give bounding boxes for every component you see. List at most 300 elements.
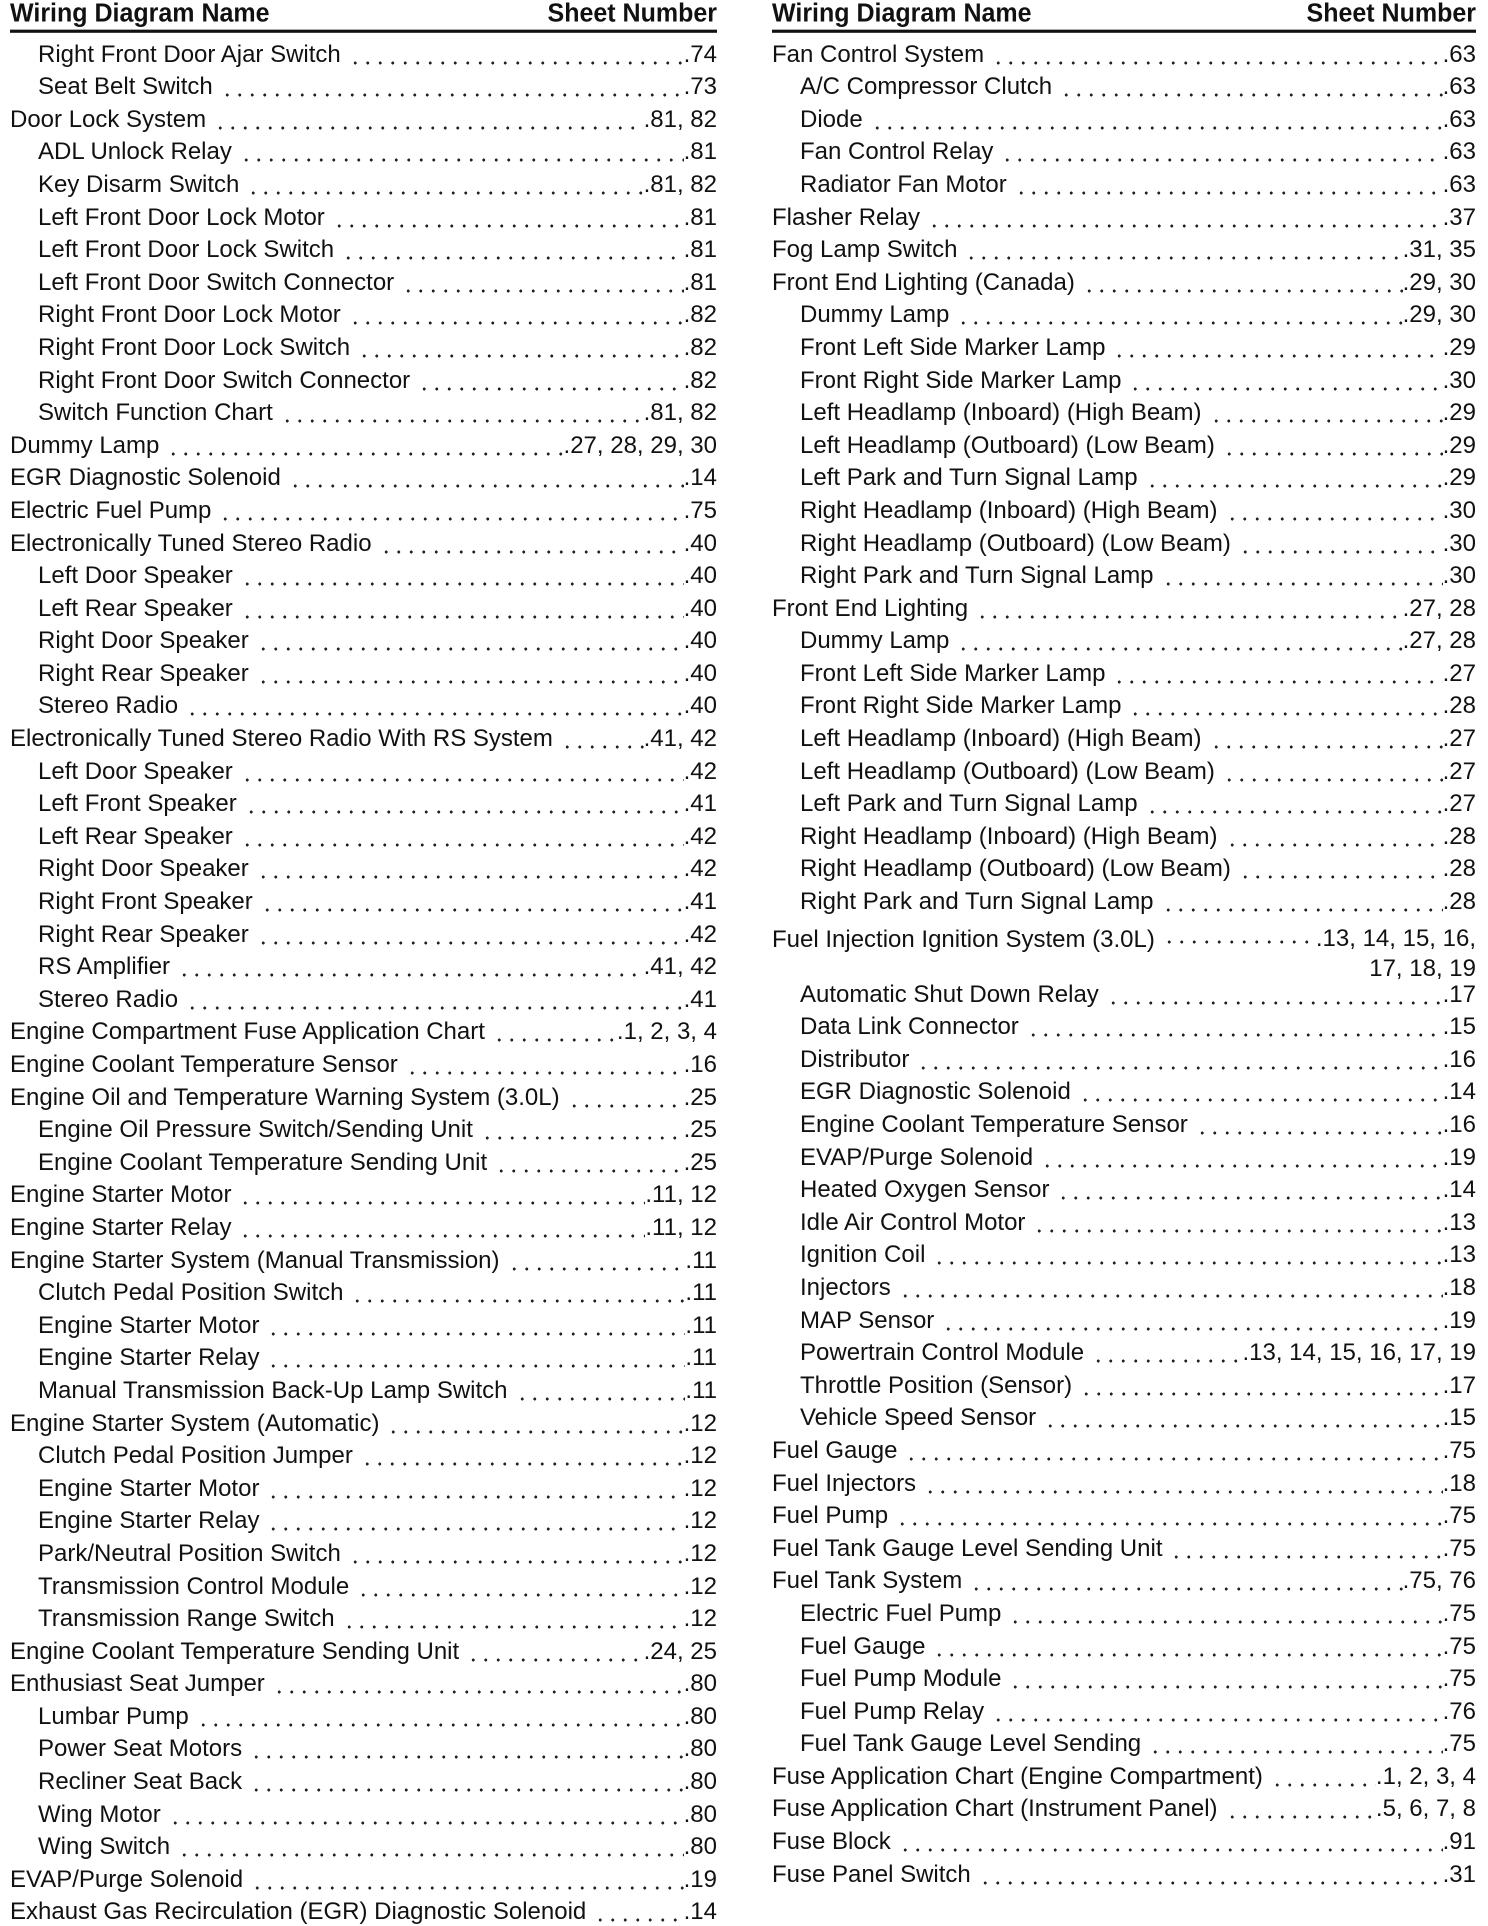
dot-leader xyxy=(186,694,684,716)
entry-name: Vehicle Speed Sensor xyxy=(800,1404,1037,1432)
index-entry xyxy=(772,1595,1476,1628)
entry-sheet-number: .28 xyxy=(1442,822,1476,850)
dot-leader xyxy=(1080,1374,1443,1396)
dot-leader xyxy=(343,1607,684,1629)
entry-name: Idle Air Control Motor xyxy=(800,1208,1026,1236)
entry-name: Engine Compartment Fuse Application Chart xyxy=(10,1018,485,1046)
index-entry xyxy=(772,297,1476,330)
entry-name: Left Door Speaker xyxy=(38,562,233,590)
entry-sheet-number: .42 xyxy=(683,822,717,850)
dot-leader xyxy=(273,1672,684,1694)
entry-sheet-number: .81 xyxy=(683,203,717,231)
dot-leader xyxy=(1149,1732,1442,1754)
right-column xyxy=(772,0,1476,1889)
dot-leader xyxy=(561,727,644,749)
dot-leader xyxy=(1041,1146,1443,1168)
entry-name: Fuse Application Chart (Instrument Panel) xyxy=(772,1795,1218,1823)
index-entry xyxy=(10,264,717,297)
index-entry xyxy=(10,753,717,786)
dot-leader xyxy=(871,108,1443,130)
index-entry xyxy=(10,1014,717,1047)
entry-name: Right Rear Speaker xyxy=(38,659,249,687)
entry-sheet-number: .80 xyxy=(683,1833,717,1861)
entry-sheet-number: .81, 82 xyxy=(643,399,717,427)
index-entry xyxy=(772,1693,1476,1726)
index-entry xyxy=(10,1340,717,1373)
entry-sheet-number: .12 xyxy=(683,1474,717,1502)
entry-list xyxy=(10,36,717,1926)
entry-sheet-number: .13 xyxy=(1442,1208,1476,1236)
entry-sheet-number: .81, 82 xyxy=(643,170,717,198)
dot-leader xyxy=(1223,760,1443,782)
index-entry xyxy=(10,36,717,69)
index-entry xyxy=(10,101,717,134)
entry-name: Left Park and Turn Signal Lamp xyxy=(800,464,1138,492)
index-entry xyxy=(772,1269,1476,1302)
entry-name: Ignition Coil xyxy=(800,1241,926,1269)
dot-leader xyxy=(186,988,684,1010)
entry-name: Left Door Speaker xyxy=(38,757,233,785)
entry-sheet-number: .37 xyxy=(1442,203,1476,231)
entry-sheet-number: .27, 28 xyxy=(1402,594,1476,622)
index-entry xyxy=(10,1829,717,1862)
index-entry xyxy=(772,525,1476,558)
dot-leader xyxy=(349,303,684,325)
index-entry xyxy=(772,36,1476,69)
entry-name: Left Headlamp (Inboard) (High Beam) xyxy=(800,725,1202,753)
entry-name: Key Disarm Switch xyxy=(38,170,240,198)
entry-name: Fan Control Relay xyxy=(800,138,994,166)
entry-sheet-number: .41, 42 xyxy=(643,725,717,753)
dot-leader xyxy=(957,629,1402,651)
index-entry xyxy=(10,525,717,558)
header-sheet-label: Sheet Number xyxy=(1306,0,1476,28)
dot-leader xyxy=(896,1504,1443,1526)
entry-name: A/C Compressor Clutch xyxy=(800,73,1053,101)
index-entry xyxy=(772,1530,1476,1563)
dot-leader xyxy=(933,1635,1442,1657)
entry-name: Engine Coolant Temperature Sensor xyxy=(800,1111,1188,1138)
entry-sheet-number: .12 xyxy=(683,1442,717,1470)
dot-leader xyxy=(965,238,1402,260)
entry-name: Fuel Pump Relay xyxy=(800,1697,985,1725)
dot-leader xyxy=(261,890,684,912)
entry-sheet-number: .80 xyxy=(683,1768,717,1796)
entry-sheet-number: .80 xyxy=(683,1702,717,1730)
dot-leader xyxy=(267,1346,685,1368)
entry-sheet-number: .12 xyxy=(683,1507,717,1535)
entry-sheet-number: .29, 30 xyxy=(1402,268,1476,296)
entry-list xyxy=(772,36,1476,1889)
index-entry xyxy=(772,492,1476,525)
entry-name: Engine Coolant Temperature Sending Unit xyxy=(10,1637,460,1665)
dot-leader xyxy=(1163,922,1316,944)
dot-leader xyxy=(250,1770,684,1792)
entry-name: Seat Belt Switch xyxy=(38,73,213,101)
entry-sheet-number: .13 xyxy=(1442,1241,1476,1269)
entry-name: Engine Coolant Temperature Sensor xyxy=(10,1051,398,1078)
dot-leader xyxy=(361,1444,684,1466)
dot-leader xyxy=(1271,1765,1376,1787)
entry-sheet-number: .82 xyxy=(683,366,717,394)
index-entry xyxy=(10,1796,717,1829)
index-entry xyxy=(772,427,1476,460)
entry-sheet-number: .12 xyxy=(683,1605,717,1633)
dot-leader xyxy=(1239,857,1443,879)
entry-name: Fan Control System xyxy=(772,40,985,68)
entry-name: Engine Starter Relay xyxy=(38,1507,260,1535)
dot-leader xyxy=(957,303,1402,325)
dot-leader xyxy=(267,1509,683,1531)
index-entry xyxy=(772,1465,1476,1498)
entry-name: Right Park and Turn Signal Lamp xyxy=(800,562,1154,590)
entry-sheet-number: .18 xyxy=(1442,1469,1476,1497)
dot-leader xyxy=(917,1048,1442,1070)
entry-sheet-number: .25 xyxy=(683,1148,717,1176)
entry-sheet-number: .12 xyxy=(683,1409,717,1437)
dot-leader xyxy=(1001,140,1442,162)
entry-name: Left Front Door Lock Motor xyxy=(38,203,325,231)
dot-leader xyxy=(257,857,684,879)
entry-sheet-number: .75 xyxy=(1442,1632,1476,1660)
dot-leader xyxy=(1015,173,1443,195)
entry-name: EGR Diagnostic Solenoid xyxy=(10,464,281,492)
index-entry xyxy=(772,590,1476,623)
entry-sheet-number: .75 xyxy=(1442,1534,1476,1562)
entry-sheet-number: .81 xyxy=(683,268,717,296)
entry-sheet-number: .27 xyxy=(1442,659,1476,687)
entry-name: Dummy Lamp xyxy=(800,301,950,329)
dot-leader xyxy=(221,75,684,97)
entry-name: Right Headlamp (Outboard) (Low Beam) xyxy=(800,855,1231,883)
dot-leader xyxy=(1027,1015,1443,1037)
index-entry xyxy=(10,883,717,916)
index-entry xyxy=(10,1633,717,1666)
dot-leader xyxy=(257,662,684,684)
entry-sheet-number: .11, 12 xyxy=(645,1213,717,1241)
header-sheet-label: Sheet Number xyxy=(547,0,717,28)
entry-name: EVAP/Purge Solenoid xyxy=(800,1143,1034,1171)
index-entry xyxy=(772,1204,1476,1237)
dot-leader xyxy=(349,1542,684,1564)
entry-name: Injectors xyxy=(800,1273,891,1301)
index-entry xyxy=(772,69,1476,102)
entry-name: Fuel Injectors xyxy=(772,1469,917,1497)
entry-name: Door Lock System xyxy=(10,105,207,133)
dot-leader xyxy=(267,1314,685,1336)
entry-name: Right Park and Turn Signal Lamp xyxy=(800,888,1154,916)
entry-sheet-number: .11, 12 xyxy=(645,1181,717,1209)
entry-sheet-number: .16 xyxy=(1442,1045,1476,1073)
dot-leader xyxy=(467,1640,643,1662)
entry-sheet-number: .29, 30 xyxy=(1402,301,1476,329)
entry-sheet-number: .91 xyxy=(1442,1828,1476,1856)
entry-sheet-number: .11 xyxy=(685,1246,717,1274)
entry-name: Stereo Radio xyxy=(38,985,179,1013)
entry-name: Front End Lighting (Canada) xyxy=(772,268,1075,296)
entry-name: EVAP/Purge Solenoid xyxy=(10,1865,244,1893)
dot-leader xyxy=(219,499,683,521)
dot-leader xyxy=(241,597,684,619)
index-entry xyxy=(10,720,717,753)
entry-sheet-number: .82 xyxy=(683,333,717,361)
entry-sheet-number: .75, 76 xyxy=(1402,1567,1476,1595)
entry-sheet-number: .30 xyxy=(1442,496,1476,524)
entry-name: Left Rear Speaker xyxy=(38,822,233,850)
index-entry xyxy=(772,1009,1476,1042)
index-entry xyxy=(10,851,717,884)
dot-leader xyxy=(508,1249,686,1271)
dot-leader xyxy=(1060,75,1443,97)
entry-name: Engine Starter Motor xyxy=(38,1474,260,1502)
index-entry xyxy=(772,1563,1476,1596)
entry-name: Fuel Pump Module xyxy=(800,1665,1002,1693)
column-header xyxy=(10,0,717,33)
dot-leader xyxy=(495,1151,683,1173)
entry-sheet-number: .14 xyxy=(1442,1078,1476,1106)
dot-leader xyxy=(289,466,684,488)
entry-name: Stereo Radio xyxy=(38,692,179,720)
entry-name: Throttle Position (Sensor) xyxy=(800,1371,1073,1399)
entry-name: EGR Diagnostic Solenoid xyxy=(800,1078,1071,1106)
dot-leader xyxy=(333,206,684,228)
index-entry xyxy=(772,1498,1476,1531)
entry-sheet-number: .30 xyxy=(1442,562,1476,590)
dot-leader xyxy=(239,1183,645,1205)
left-column xyxy=(10,0,717,1926)
index-entry xyxy=(772,166,1476,199)
entry-name: Right Headlamp (Inboard) (High Beam) xyxy=(800,822,1218,850)
index-entry xyxy=(10,623,717,656)
entry-sheet-number: .27, 28 xyxy=(1402,627,1476,655)
dot-leader xyxy=(169,1803,684,1825)
entry-name: Fuel Tank System xyxy=(772,1567,963,1595)
index-entry xyxy=(772,883,1476,916)
dot-leader xyxy=(402,271,683,293)
entry-name: Exhaust Gas Recirculation (EGR) Diagnostic Solenoid xyxy=(10,1898,587,1926)
dot-leader xyxy=(1044,1406,1442,1428)
dot-leader xyxy=(257,629,684,651)
dot-leader xyxy=(1033,1211,1442,1233)
entry-sheet-number: .30 xyxy=(1442,529,1476,557)
entry-name: Left Park and Turn Signal Lamp xyxy=(800,790,1138,818)
entry-sheet-number: .42 xyxy=(683,855,717,883)
dot-leader xyxy=(928,206,1443,228)
index-entry xyxy=(10,981,717,1014)
entry-sheet-number: .17 xyxy=(1442,1371,1476,1399)
entry-sheet-number: .75 xyxy=(1442,1502,1476,1530)
index-entry xyxy=(10,166,717,199)
dot-leader xyxy=(241,825,684,847)
dot-leader xyxy=(1210,727,1443,749)
dot-leader xyxy=(281,401,644,423)
dot-leader xyxy=(992,43,1443,65)
entry-name: Fuel Tank Gauge Level Sending xyxy=(800,1730,1142,1758)
entry-name: Left Front Door Lock Switch xyxy=(38,236,335,264)
header-name-label: Wiring Diagram Name xyxy=(10,0,270,28)
entry-sheet-number: .14 xyxy=(683,464,717,492)
entry-sheet-number: .13, 14, 15, 16, 17, 18, 19 xyxy=(1315,925,1476,983)
index-entry xyxy=(772,1302,1476,1335)
entry-name: Left Headlamp (Outboard) (Low Beam) xyxy=(800,757,1215,785)
entry-sheet-number: .11 xyxy=(685,1279,717,1307)
entry-sheet-number: .29 xyxy=(1442,431,1476,459)
dot-leader xyxy=(358,336,684,358)
entry-name: Wing Motor xyxy=(38,1800,161,1828)
entry-name: Engine Oil Pressure Switch/Sending Unit xyxy=(38,1116,473,1144)
entry-sheet-number: .11 xyxy=(685,1344,717,1372)
index-entry xyxy=(10,1861,717,1894)
dot-leader xyxy=(418,369,683,391)
entry-sheet-number: .29 xyxy=(1442,333,1476,361)
entry-name: Radiator Fan Motor xyxy=(800,170,1007,198)
entry-sheet-number: .80 xyxy=(683,1735,717,1763)
entry-name: Fuse Application Chart (Engine Compartment) xyxy=(772,1762,1263,1790)
entry-sheet-number: .27 xyxy=(1442,725,1476,753)
dot-leader xyxy=(516,1379,686,1401)
entry-sheet-number: .40 xyxy=(683,562,717,590)
entry-name: Fog Lamp Switch xyxy=(772,236,958,264)
entry-name: Fuel Gauge xyxy=(800,1632,926,1660)
index-entry xyxy=(10,1046,717,1079)
index-entry xyxy=(10,232,717,265)
entry-sheet-number: .27, 28, 29, 30 xyxy=(563,431,717,459)
dot-leader xyxy=(197,1705,684,1727)
dot-leader xyxy=(178,955,644,977)
entry-name: Switch Function Chart xyxy=(38,399,273,427)
entry-sheet-number: .41 xyxy=(683,790,717,818)
entry-sheet-number: .5, 6, 7, 8 xyxy=(1375,1795,1476,1823)
entry-name: Transmission Control Module xyxy=(38,1572,350,1600)
entry-name: Fuse Panel Switch xyxy=(772,1860,971,1888)
entry-name: Engine Starter System (Automatic) xyxy=(10,1409,380,1437)
index-entry xyxy=(772,1139,1476,1172)
dot-leader xyxy=(1057,1178,1442,1200)
entry-name: Automatic Shut Down Relay xyxy=(800,980,1099,1008)
index-entry xyxy=(772,753,1476,786)
entry-name: Enthusiast Seat Jumper xyxy=(10,1670,265,1698)
entry-name: Diode xyxy=(800,105,863,133)
dot-leader xyxy=(247,173,643,195)
dot-leader xyxy=(241,564,684,586)
index-entry xyxy=(10,1275,717,1308)
dot-leader xyxy=(933,1243,1442,1265)
entry-name: Clutch Pedal Position Switch xyxy=(38,1279,344,1307)
index-entry xyxy=(10,329,717,362)
entry-name: Dummy Lamp xyxy=(10,431,160,459)
dot-leader xyxy=(1226,499,1443,521)
entry-name: Engine Oil and Temperature Warning System (3.0L) xyxy=(10,1083,560,1111)
entry-sheet-number: .75 xyxy=(1442,1665,1476,1693)
entry-sheet-number: .82 xyxy=(683,301,717,329)
index-entry xyxy=(772,232,1476,265)
dot-leader xyxy=(380,532,684,554)
entry-name: RS Amplifier xyxy=(38,953,171,981)
column-header xyxy=(772,0,1476,33)
entry-name: Right Front Door Switch Connector xyxy=(38,366,411,394)
dot-leader xyxy=(1129,369,1442,391)
dot-leader xyxy=(1079,1080,1443,1102)
entry-sheet-number: .27 xyxy=(1442,790,1476,818)
index-entry xyxy=(772,558,1476,591)
entry-name: Right Front Door Lock Motor xyxy=(38,301,341,329)
index-entry xyxy=(10,1144,717,1177)
entry-name: Front Right Side Marker Lamp xyxy=(800,692,1122,720)
dot-leader xyxy=(942,1309,1442,1331)
index-entry xyxy=(772,1400,1476,1433)
entry-name: Front Left Side Marker Lamp xyxy=(800,659,1106,687)
entry-sheet-number: .41, 42 xyxy=(643,953,717,981)
index-entry xyxy=(10,1177,717,1210)
entry-sheet-number: .63 xyxy=(1442,170,1476,198)
entry-sheet-number: .24, 25 xyxy=(643,1637,717,1665)
entry-name: Electric Fuel Pump xyxy=(800,1599,1002,1627)
index-entry xyxy=(772,916,1476,983)
entry-name: Park/Neutral Position Switch xyxy=(38,1539,341,1567)
index-entry xyxy=(772,1367,1476,1400)
dot-leader xyxy=(387,1412,683,1434)
entry-name: Engine Starter Motor xyxy=(10,1181,232,1209)
entry-sheet-number: .75 xyxy=(1442,1730,1476,1758)
index-entry xyxy=(10,1112,717,1145)
entry-sheet-number: .81, 82 xyxy=(643,105,717,133)
index-entry xyxy=(772,655,1476,688)
index-entry xyxy=(772,362,1476,395)
index-entry xyxy=(772,1661,1476,1694)
entry-sheet-number: .19 xyxy=(683,1865,717,1893)
index-entry xyxy=(10,590,717,623)
entry-name: Fuel Injection Ignition System (3.0L) xyxy=(772,926,1155,954)
entry-name: Left Front Door Switch Connector xyxy=(38,268,395,296)
entry-sheet-number: .31, 35 xyxy=(1402,236,1476,264)
entry-sheet-number: .76 xyxy=(1442,1697,1476,1725)
dot-leader xyxy=(899,1276,1443,1298)
index-entry xyxy=(772,1172,1476,1205)
entry-sheet-number: .29 xyxy=(1442,399,1476,427)
header-name-label: Wiring Diagram Name xyxy=(772,0,1032,28)
dot-leader xyxy=(1107,983,1443,1005)
index-entry xyxy=(10,1763,717,1796)
index-entry xyxy=(10,69,717,102)
entry-sheet-number: .75 xyxy=(1442,1599,1476,1627)
entry-sheet-number: .31 xyxy=(1442,1860,1476,1888)
index-entry xyxy=(10,558,717,591)
entry-sheet-number: .75 xyxy=(1442,1436,1476,1464)
index-entry xyxy=(10,688,717,721)
entry-sheet-number: .29 xyxy=(1442,464,1476,492)
entry-name: Right Rear Speaker xyxy=(38,920,249,948)
entry-sheet-number: .40 xyxy=(683,692,717,720)
index-entry xyxy=(772,460,1476,493)
entry-name: Flasher Relay xyxy=(772,203,921,231)
index-entry xyxy=(10,1438,717,1471)
entry-name: Transmission Range Switch xyxy=(38,1605,335,1633)
index-entry xyxy=(772,1823,1476,1856)
entry-name: Electric Fuel Pump xyxy=(10,496,212,524)
entry-sheet-number: .80 xyxy=(683,1670,717,1698)
dot-leader xyxy=(1083,271,1403,293)
index-entry xyxy=(10,1535,717,1568)
entry-sheet-number: .40 xyxy=(683,659,717,687)
entry-sheet-number: .73 xyxy=(683,73,717,101)
index-entry xyxy=(10,949,717,982)
dot-leader xyxy=(1146,792,1443,814)
entry-name: Right Headlamp (Outboard) (Low Beam) xyxy=(800,529,1231,557)
entry-name: Right Front Speaker xyxy=(38,888,253,916)
index-entry xyxy=(10,492,717,525)
dot-leader xyxy=(251,1868,684,1890)
entry-sheet-number: .63 xyxy=(1442,138,1476,166)
